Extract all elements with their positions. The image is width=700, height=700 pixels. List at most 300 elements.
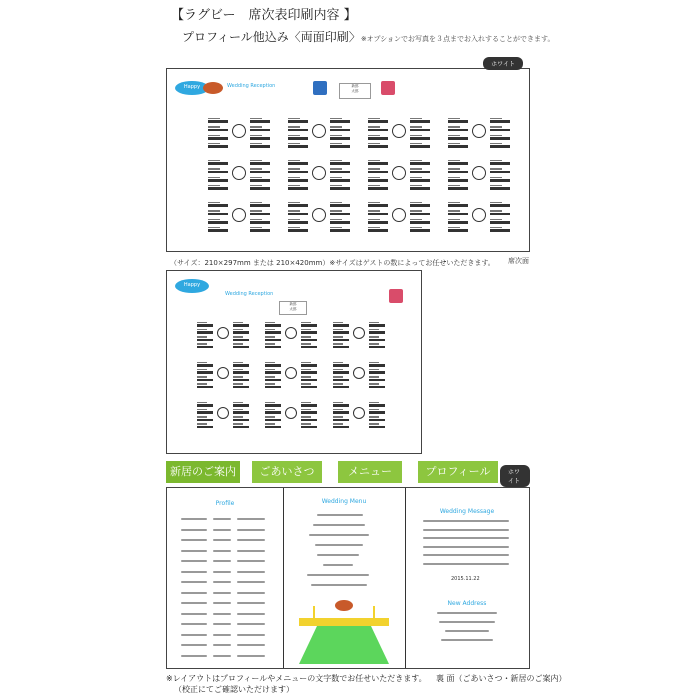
guest-name: [410, 145, 430, 148]
profile-line: [237, 571, 265, 573]
guest-name: [490, 129, 510, 132]
guest-label: [265, 423, 275, 425]
guest-label: [197, 369, 207, 371]
table-circle: [472, 166, 486, 180]
guest-name: [490, 120, 510, 123]
profile-line: [213, 655, 231, 657]
guest-name: [448, 229, 468, 232]
guest-name: [208, 137, 228, 140]
guest-label: [368, 219, 380, 221]
page-subtitle: [182, 28, 555, 45]
guest-name: [301, 379, 317, 382]
guest-label: [208, 177, 220, 179]
table-circle: [312, 166, 326, 180]
profile-line: [213, 602, 231, 604]
guest-label: [208, 126, 220, 128]
guest-name: [410, 120, 430, 123]
guest-name: [288, 213, 308, 216]
guest-name: [197, 364, 213, 367]
guest-name: [288, 162, 308, 165]
white-tag-2: ホワイト: [500, 465, 530, 487]
guest-name: [197, 419, 213, 422]
guest-name: [333, 339, 349, 342]
guest-label: [368, 185, 380, 187]
guest-label: [288, 143, 300, 145]
menu-line: [309, 534, 369, 536]
guest-name: [410, 171, 430, 174]
jersey-icon-blue: [313, 81, 327, 95]
guest-label: [448, 160, 460, 162]
guest-label: [369, 423, 379, 425]
guest-label: [490, 210, 502, 212]
guest-name: [369, 331, 385, 334]
guest-name: [288, 129, 308, 132]
guest-name: [288, 137, 308, 140]
guest-name: [410, 162, 430, 165]
guest-label: [265, 329, 275, 331]
profile-line: [213, 518, 231, 520]
back-side-label: 裏 面（ごあいさつ・新居のご案内）: [436, 674, 567, 683]
profile-line: [213, 539, 231, 541]
guest-label: [369, 416, 379, 418]
guest-name: [197, 426, 213, 429]
guest-label: [265, 369, 275, 371]
profile-line: [181, 623, 207, 625]
guest-label: [208, 135, 220, 137]
guest-name: [369, 404, 385, 407]
guest-label: [301, 322, 311, 324]
guest-label: [197, 423, 207, 425]
guest-label: [233, 343, 243, 345]
guest-name: [301, 386, 317, 389]
guest-name: [208, 213, 228, 216]
guest-name: [448, 129, 468, 132]
guest-name: [410, 213, 430, 216]
guest-label: [330, 126, 342, 128]
profile-line: [181, 560, 207, 562]
table-circle: [392, 208, 406, 222]
address-heading: New Address: [447, 600, 487, 607]
guest-name: [233, 331, 249, 334]
menu-line: [317, 514, 363, 516]
table-circle: [217, 367, 229, 379]
guest-label: [301, 343, 311, 345]
guest-name: [265, 411, 281, 414]
guest-label: [333, 369, 343, 371]
guest-label: [448, 168, 460, 170]
profile-line: [237, 518, 265, 520]
guest-label: [368, 227, 380, 229]
menu-line: [317, 554, 359, 556]
guest-label: [288, 126, 300, 128]
head-label-small: 新郎: [289, 302, 297, 306]
seating-chart-small: [166, 270, 422, 454]
subtitle-text: プロフィール他込み〈両面印刷〉: [182, 30, 361, 44]
guest-name: [208, 145, 228, 148]
guest-label: [410, 135, 422, 137]
guest-label: [369, 322, 379, 324]
menu-line: [307, 574, 369, 576]
guest-label: [368, 135, 380, 137]
profile-line: [237, 592, 265, 594]
message-heading: Wedding Message: [439, 508, 495, 515]
guest-name: [250, 213, 270, 216]
rugby-ball-icon: [203, 82, 223, 94]
guest-name: [265, 331, 281, 334]
guest-name: [448, 171, 468, 174]
guest-label: [250, 126, 262, 128]
guest-label: [250, 143, 262, 145]
guest-label: [369, 376, 379, 378]
profile-sheet: [166, 487, 530, 669]
jersey-icon-red-small: [389, 289, 403, 303]
guest-name: [490, 229, 510, 232]
profile-line: [237, 539, 265, 541]
profile-line: [181, 529, 207, 531]
guest-name: [288, 229, 308, 232]
guest-name: [490, 145, 510, 148]
guest-label: [368, 143, 380, 145]
guest-name: [208, 187, 228, 190]
guest-label: [448, 126, 460, 128]
guest-name: [410, 221, 430, 224]
guest-label: [197, 402, 207, 404]
guest-name: [208, 171, 228, 174]
guest-name: [265, 426, 281, 429]
guest-label: [288, 227, 300, 229]
guest-name: [197, 339, 213, 342]
guest-label: [410, 168, 422, 170]
guest-label: [233, 369, 243, 371]
guest-name: [197, 386, 213, 389]
guest-name: [265, 404, 281, 407]
guest-name: [330, 221, 350, 224]
guest-name: [301, 339, 317, 342]
profile-line: [181, 613, 207, 615]
guest-label: [333, 402, 343, 404]
guest-name: [490, 179, 510, 182]
guest-name: [368, 137, 388, 140]
guest-label: [301, 409, 311, 411]
guest-name: [369, 364, 385, 367]
guest-name: [197, 346, 213, 349]
guest-label: [233, 362, 243, 364]
guest-label: [208, 202, 220, 204]
guest-name: [250, 229, 270, 232]
profile-line: [181, 518, 207, 520]
guest-label: [330, 168, 342, 170]
guest-label: [490, 126, 502, 128]
guest-name: [490, 187, 510, 190]
guest-name: [368, 187, 388, 190]
guest-name: [333, 364, 349, 367]
guest-name: [233, 364, 249, 367]
guest-label: [490, 135, 502, 137]
guest-label: [330, 185, 342, 187]
guest-label: [233, 416, 243, 418]
guest-name: [265, 339, 281, 342]
message-line: [423, 546, 509, 548]
guest-name: [197, 379, 213, 382]
profile-line: [237, 634, 265, 636]
guest-name: [490, 137, 510, 140]
guest-label: [490, 227, 502, 229]
guest-name: [233, 404, 249, 407]
guest-label: [301, 383, 311, 385]
guest-name: [368, 221, 388, 224]
guest-name: [250, 204, 270, 207]
guest-name: [288, 221, 308, 224]
guest-name: [208, 204, 228, 207]
guest-label: [410, 185, 422, 187]
guest-label: [288, 160, 300, 162]
guest-name: [197, 324, 213, 327]
guest-name: [250, 179, 270, 182]
profile-line: [181, 634, 207, 636]
guest-label: [410, 126, 422, 128]
guest-label: [333, 362, 343, 364]
guest-label: [265, 409, 275, 411]
guest-name: [369, 371, 385, 374]
guest-label: [288, 135, 300, 137]
guest-name: [233, 324, 249, 327]
guest-name: [330, 229, 350, 232]
reception-title-small: Wedding Reception: [225, 291, 274, 297]
guest-label: [448, 118, 460, 120]
guest-name: [333, 411, 349, 414]
guest-name: [490, 204, 510, 207]
guest-label: [197, 409, 207, 411]
guest-label: [233, 383, 243, 385]
date-text: 2015.11.22: [451, 576, 480, 582]
profile-line: [237, 581, 265, 583]
page-title: 【ラグビー 席次表印刷内容 】: [171, 8, 357, 23]
guest-name: [288, 204, 308, 207]
profile-line: [213, 529, 231, 531]
guest-name: [369, 386, 385, 389]
head-name-small: 太郎: [289, 307, 297, 311]
menu-line: [323, 564, 353, 566]
guest-name: [333, 386, 349, 389]
guest-name: [330, 179, 350, 182]
guest-name: [330, 162, 350, 165]
guest-name: [448, 187, 468, 190]
guest-label: [333, 383, 343, 385]
guest-label: [369, 329, 379, 331]
guest-name: [448, 179, 468, 182]
guest-label: [197, 362, 207, 364]
guest-label: [288, 185, 300, 187]
tab-bar: [166, 461, 530, 485]
guest-name: [490, 171, 510, 174]
guest-name: [368, 213, 388, 216]
rugby-field-illustration: [299, 600, 389, 664]
guest-name: [265, 386, 281, 389]
guest-label: [333, 376, 343, 378]
footer-note: ※レイアウトはプロフィールやメニューの文字数でお任せいただきます。: [166, 674, 427, 683]
guest-label: [330, 227, 342, 229]
guest-name: [301, 371, 317, 374]
guest-name: [369, 426, 385, 429]
table-circle: [353, 407, 365, 419]
profile-line: [237, 655, 265, 657]
profile-line: [181, 581, 207, 583]
jersey-icon-red: [381, 81, 395, 95]
head-name: 太郎: [351, 89, 359, 93]
guest-name: [250, 162, 270, 165]
guest-name: [333, 331, 349, 334]
guest-label: [330, 210, 342, 212]
profile-line: [237, 560, 265, 562]
guest-name: [448, 213, 468, 216]
head-label: 新郎: [351, 84, 359, 88]
guest-name: [330, 145, 350, 148]
guest-name: [448, 145, 468, 148]
guest-name: [490, 162, 510, 165]
guest-name: [250, 171, 270, 174]
guest-name: [233, 386, 249, 389]
profile-line: [213, 634, 231, 636]
guest-label: [448, 185, 460, 187]
size-note: （サイズ：210×297mm または 210×420mm）※サイズはゲストの数によってお任せいただきます。: [170, 259, 495, 267]
subtitle-note: ※オプションでお写真を３点までお入れすることができます。: [360, 35, 555, 43]
guest-name: [333, 419, 349, 422]
guest-label: [265, 362, 275, 364]
guest-name: [301, 346, 317, 349]
table-circle: [217, 327, 229, 339]
column-divider-2: [405, 488, 406, 668]
guest-label: [448, 202, 460, 204]
guest-label: [369, 409, 379, 411]
profile-line: [237, 602, 265, 604]
guest-label: [448, 219, 460, 221]
guest-label: [288, 118, 300, 120]
profile-line: [213, 571, 231, 573]
guest-label: [265, 383, 275, 385]
guest-label: [197, 376, 207, 378]
profile-line: [181, 571, 207, 573]
guest-label: [250, 177, 262, 179]
guest-label: [301, 329, 311, 331]
guest-label: [490, 185, 502, 187]
guest-name: [250, 129, 270, 132]
guest-name: [250, 221, 270, 224]
guest-label: [410, 118, 422, 120]
guest-label: [448, 143, 460, 145]
guest-label: [490, 143, 502, 145]
guest-label: [250, 135, 262, 137]
guest-name: [233, 339, 249, 342]
message-line: [423, 520, 509, 522]
message-line: [423, 537, 509, 539]
guest-label: [208, 219, 220, 221]
column-divider-1: [283, 488, 284, 668]
goal-post-left: [313, 606, 315, 626]
table-circle: [312, 124, 326, 138]
guest-name: [368, 171, 388, 174]
profile-line: [213, 623, 231, 625]
guest-label: [410, 210, 422, 212]
guest-label: [265, 322, 275, 324]
guest-name: [233, 379, 249, 382]
guest-label: [490, 118, 502, 120]
guest-name: [197, 404, 213, 407]
guest-label: [265, 376, 275, 378]
guest-label: [265, 343, 275, 345]
guest-label: [288, 202, 300, 204]
head-table: [339, 83, 371, 99]
guest-label: [330, 177, 342, 179]
guest-label: [301, 416, 311, 418]
guest-name: [233, 411, 249, 414]
guest-label: [197, 343, 207, 345]
guest-name: [369, 419, 385, 422]
guest-label: [368, 202, 380, 204]
message-line: [423, 563, 509, 565]
guest-label: [208, 210, 220, 212]
guest-name: [301, 411, 317, 414]
guest-name: [265, 419, 281, 422]
guest-label: [233, 329, 243, 331]
guest-label: [250, 118, 262, 120]
guest-name: [208, 179, 228, 182]
guest-name: [330, 129, 350, 132]
guest-name: [490, 221, 510, 224]
guest-name: [333, 404, 349, 407]
profile-line: [213, 592, 231, 594]
guest-name: [410, 229, 430, 232]
guest-label: [490, 168, 502, 170]
guest-label: [301, 423, 311, 425]
guest-name: [330, 187, 350, 190]
guest-label: [265, 402, 275, 404]
address-line: [441, 639, 493, 641]
guest-name: [208, 120, 228, 123]
guest-label: [330, 118, 342, 120]
guest-label: [250, 168, 262, 170]
profile-line: [213, 560, 231, 562]
profile-line: [181, 592, 207, 594]
guest-label: [368, 210, 380, 212]
guest-name: [333, 379, 349, 382]
table-circle: [353, 327, 365, 339]
guest-label: [330, 143, 342, 145]
guest-name: [250, 145, 270, 148]
table-circle: [312, 208, 326, 222]
guest-name: [333, 324, 349, 327]
table-circle: [472, 124, 486, 138]
guest-name: [288, 171, 308, 174]
guest-label: [288, 219, 300, 221]
guest-name: [301, 419, 317, 422]
guest-name: [330, 137, 350, 140]
white-tag: ホワイト: [483, 57, 523, 70]
profile-line: [213, 581, 231, 583]
table-circle: [353, 367, 365, 379]
address-line: [437, 612, 497, 614]
guest-name: [250, 137, 270, 140]
profile-line: [237, 623, 265, 625]
menu-line: [315, 544, 363, 546]
profile-line: [181, 644, 207, 646]
guest-name: [368, 162, 388, 165]
guest-name: [208, 229, 228, 232]
guest-name: [410, 137, 430, 140]
tab-new-home: 新居のご案内: [166, 461, 240, 483]
guest-label: [368, 168, 380, 170]
guest-name: [197, 331, 213, 334]
table-circle: [392, 124, 406, 138]
